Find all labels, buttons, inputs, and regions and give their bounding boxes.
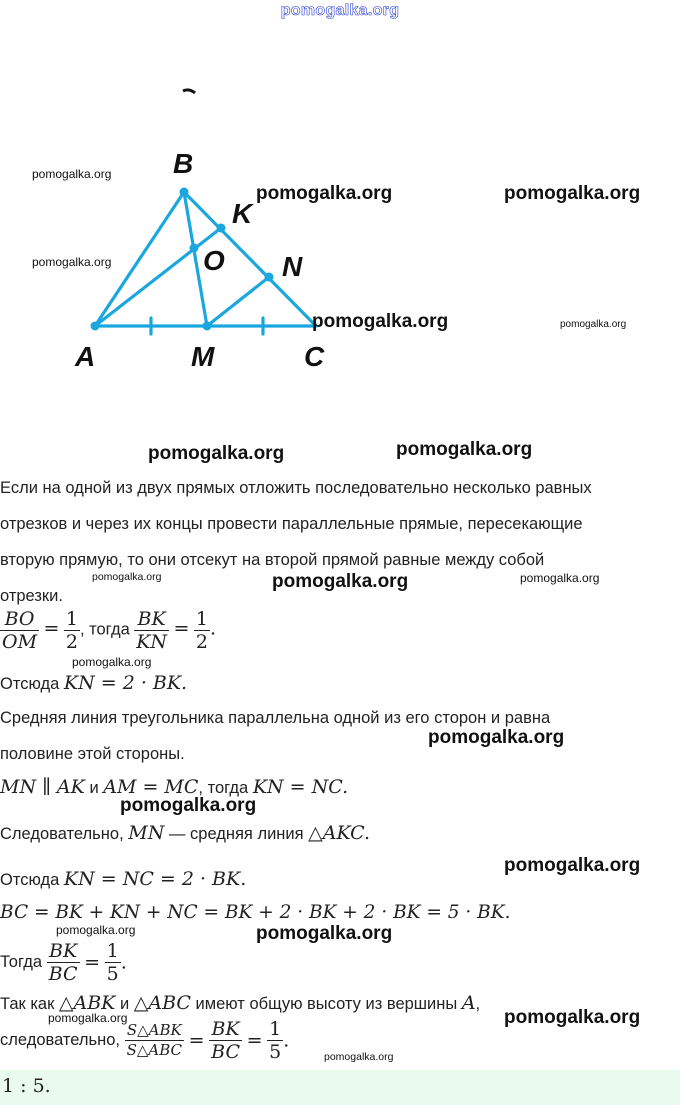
fraction-one-fifth: $\frac{1}{5}$ bbox=[269, 1018, 282, 1063]
text-line: вторую прямую, то они отсекут на второй прямой равные между собой bbox=[0, 551, 545, 569]
fraction-equation-togda: Тогда $\frac{BK}{BC}$ = $\frac{1}{5}$ . bbox=[0, 940, 127, 985]
point-b bbox=[180, 188, 189, 197]
segment-ak bbox=[95, 228, 221, 326]
fraction-equation-areas: следовательно, $\frac{\text{S△ABK}}{\text{S△ABC}}$ = $\frac{BK}{BC}$ = $\frac{1}{5}$ . bbox=[0, 1018, 290, 1063]
watermark[interactable]: pomogalka.org bbox=[48, 1011, 128, 1025]
fraction-one-half: $\frac{1}{2}$ bbox=[195, 608, 208, 653]
text-line-otsyuda-1: Отсюда KN = 2 · BK. bbox=[0, 672, 188, 694]
text-line-otsyuda-2: Отсюда KN = NC = 2 · BK. bbox=[0, 868, 247, 890]
watermark[interactable]: pomogalka.org bbox=[148, 443, 285, 464]
fraction-bo-om: $\frac{BO}{OM}$ bbox=[2, 608, 38, 653]
watermark[interactable]: pomogalka.org bbox=[256, 183, 393, 204]
fraction-equation-1: $\frac{BO}{OM}$ = $\frac{1}{2}$ , тогда $\frac{BK}{KN}$ = $\frac{1}{2}$ . bbox=[2, 608, 217, 653]
segment-mn bbox=[207, 277, 269, 326]
watermark[interactable]: pomogalka.org bbox=[396, 439, 533, 460]
watermark[interactable]: pomogalka.org bbox=[504, 855, 641, 876]
text-line: отрезков и через их концы провести параллельные прямые, пересекающие bbox=[0, 515, 583, 533]
watermark[interactable]: pomogalka.org bbox=[32, 167, 112, 181]
watermark[interactable]: pomogalka.org bbox=[504, 183, 641, 204]
label-b: B bbox=[173, 148, 194, 179]
watermark[interactable]: pomogalka.org bbox=[256, 923, 393, 944]
fraction-one-half: $\frac{1}{2}$ bbox=[65, 608, 78, 653]
label-k: K bbox=[232, 198, 253, 229]
watermark[interactable]: pomogalka.org bbox=[32, 255, 112, 269]
point-m bbox=[203, 322, 212, 331]
watermark[interactable]: pomogalka.org bbox=[520, 571, 600, 585]
triangle-figure bbox=[0, 80, 680, 390]
text-line: отрезки. bbox=[0, 587, 63, 605]
watermark[interactable]: pomogalka.org bbox=[56, 923, 136, 937]
point-k bbox=[217, 224, 226, 233]
answer-value: 1 : 5. bbox=[2, 1075, 51, 1097]
label-m: M bbox=[191, 341, 215, 372]
point-a bbox=[91, 322, 100, 331]
top-watermark[interactable]: pomogalka.org bbox=[280, 2, 400, 19]
fraction-areas: $\frac{\text{S△ABK}}{\text{S△ABC}}$ bbox=[126, 1021, 183, 1059]
watermark[interactable]: pomogalka.org bbox=[120, 795, 257, 816]
answer-box bbox=[0, 1070, 680, 1105]
text-line: Средняя линия треугольника параллельна одной из его сторон и равна bbox=[0, 709, 551, 727]
label-a: A bbox=[75, 341, 96, 372]
watermark[interactable]: pomogalka.org bbox=[272, 571, 409, 592]
label-o: O bbox=[203, 245, 225, 276]
watermark[interactable]: pomogalka.org bbox=[324, 1051, 394, 1063]
text-line-parallel: MN ∥ AK и AM = MC, тогда KN = NC. bbox=[0, 776, 349, 798]
fraction-bk-bc: $\frac{BK}{BC}$ bbox=[48, 940, 78, 985]
watermark[interactable]: pomogalka.org bbox=[72, 655, 152, 669]
fraction-bk-kn: $\frac{BK}{KN}$ bbox=[136, 608, 168, 653]
clipped-letter-fragment bbox=[183, 90, 195, 93]
point-o bbox=[190, 244, 199, 253]
label-n: N bbox=[282, 251, 303, 282]
text-line-bc-sum: BC = BK + KN + NC = BK + 2 · BK + 2 · BK = 5 · BK. bbox=[0, 902, 511, 923]
fraction-bk-bc: $\frac{BK}{BC}$ bbox=[211, 1018, 240, 1063]
watermark[interactable]: pomogalka.org bbox=[428, 727, 565, 748]
watermark[interactable]: pomogalka.org bbox=[312, 311, 449, 332]
label-c: C bbox=[304, 341, 325, 372]
point-n bbox=[265, 273, 274, 282]
text-line: Если на одной из двух прямых отложить последовательно несколько равных bbox=[0, 479, 592, 497]
text-line-common-height: Так как △ABK и △ABC имеют общую высоту из вершины A, bbox=[0, 992, 481, 1014]
text-line-midline: Следовательно, MN — средняя линия △AKC. bbox=[0, 822, 371, 844]
text-line: половине этой стороны. bbox=[0, 745, 185, 763]
fraction-one-fifth: $\frac{1}{5}$ bbox=[106, 940, 119, 985]
watermark[interactable]: pomogalka.org bbox=[560, 319, 627, 330]
watermark[interactable]: pomogalka.org bbox=[504, 1007, 641, 1028]
watermark[interactable]: pomogalka.org bbox=[92, 571, 162, 583]
